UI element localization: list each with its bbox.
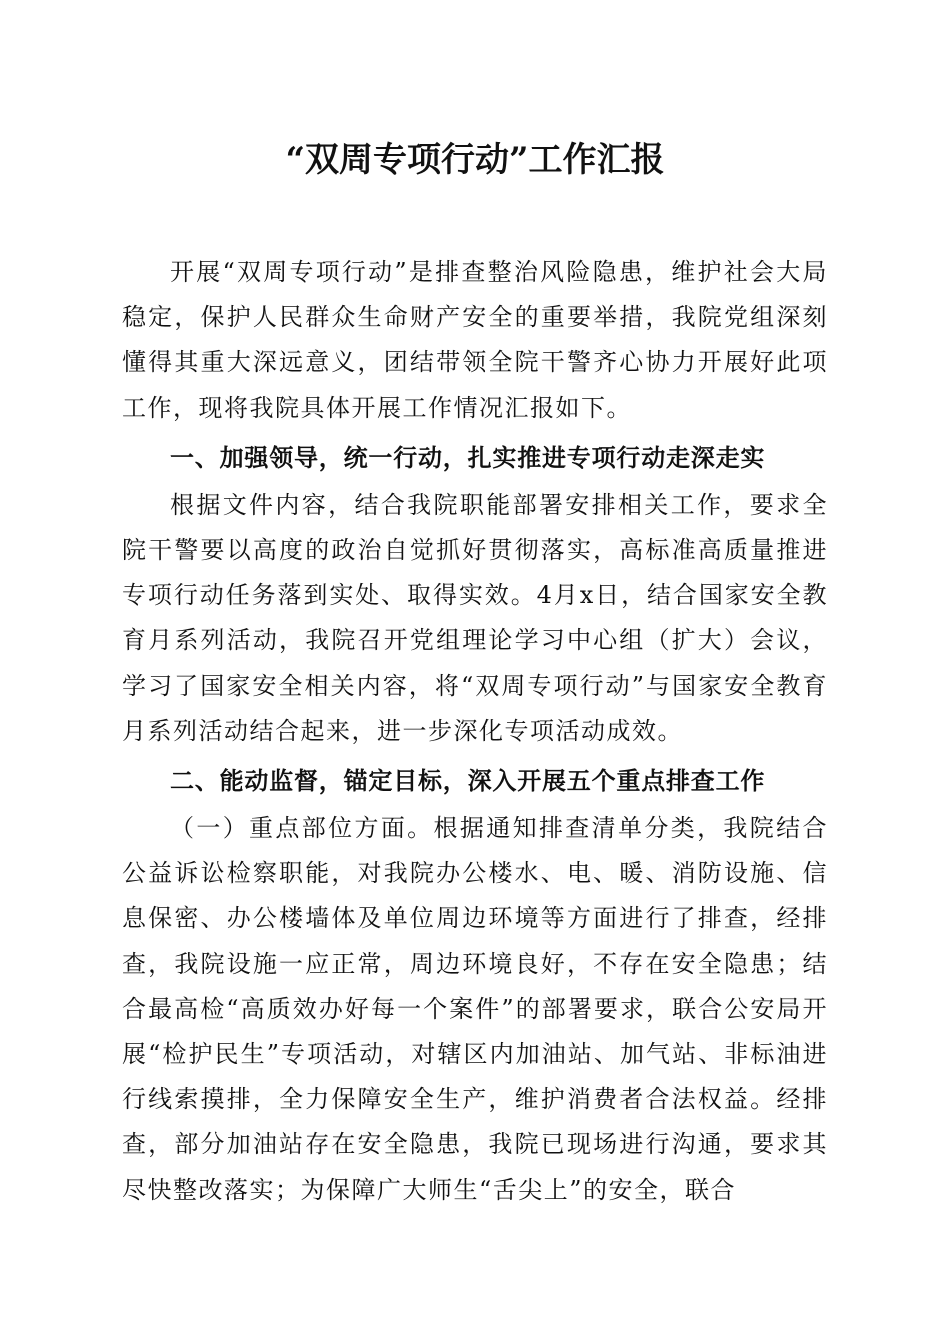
section-1-heading: 一、加强领导，统一行动，扎实推进专项行动走深走实 [170,443,766,472]
intro-paragraph: 开展“双周专项行动”是排查整治风险隐患，维护社会大局稳定，保护人民群众生命财产安全的重要举措，我院党组深刻懂得其重大深远意义，团结带领全院干警齐心协力开展好此项工作，现将我院具体开展工作情况汇报如下。 [122,258,828,422]
section-2-heading: 二、能动监督，锚定目标，深入开展五个重点排查工作 [170,767,766,796]
document-title: “双周专项行动”工作汇报 [285,140,665,180]
section-1-paragraph: 根据文件内容，结合我院职能部署安排相关工作，要求全院干警要以高度的政治自觉抓好贯彻落实，高标准高质量推进专项行动任务落到实处、取得实效。4月x日，结合国家安全教育月系列活动，我院召开党组理论学习中心组（扩大）会议，学习了国家安全相关内容，将“双周专项行动”与国家安全教育月系列活动结合起来，进一步深化专项活动成效。 [122,490,828,745]
document-page [122,130,828,1213]
section-2-paragraph: （一）重点部位方面。根据通知排查清单分类，我院结合公益诉讼检察职能，对我院办公楼水、电、暖、消防设施、信息保密、办公楼墙体及单位周边环境等方面进行了排查，经排查，我院设施一应正常，周边环境良好，不存在安全隐患；结合最高检“高质效办好每一个案件”的部署要求，联合公安局开展“检护民生”专项活动，对辖区内加油站、加气站、非标油进行线索摸排，全力保障安全生产，维护消费者合法权益。经排查，部分加油站存在安全隐患，我院已现场进行沟通，要求其尽快整改落实；为保障广大师生“舌尖上”的安全，联合 [122,814,828,1204]
